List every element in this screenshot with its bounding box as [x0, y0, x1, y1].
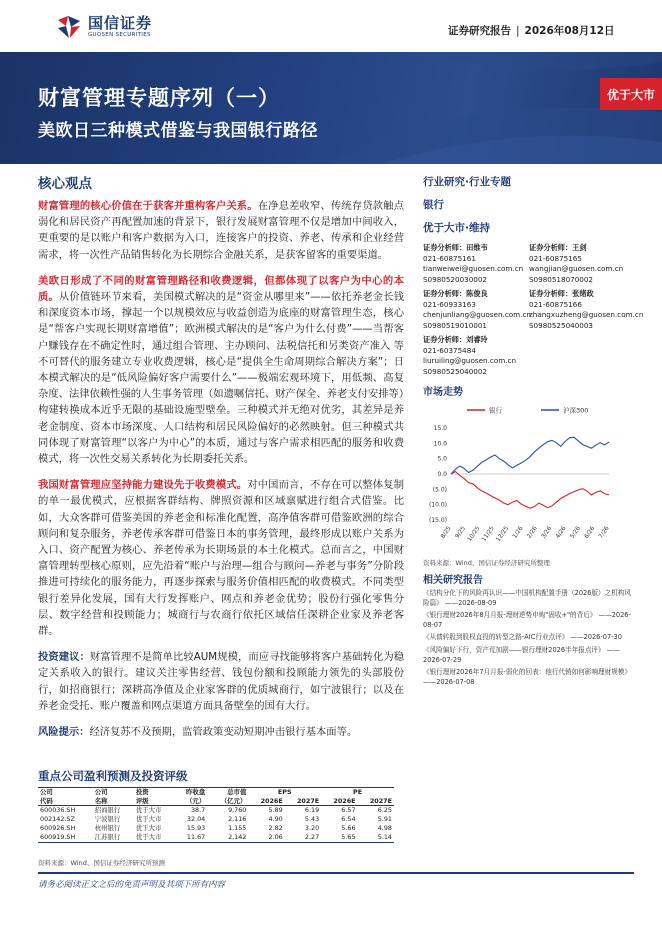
table-header-cell: 2027E	[285, 797, 321, 806]
table-cell: 5.66	[341, 824, 356, 832]
analyst-email[interactable]: chenjunliang@guosen.com.cn	[423, 310, 531, 319]
paragraph-3-body: 对中国而言，不存在可以整体复制的单一最优模式，应根据客群结构、牌照资源和区域禀赋进行组合式借鉴。比如，大众客群可借鉴美国的养老金和标准化配置，高净值客群可借鉴欧洲的综合顾问和复杂服务，养老传承客群可借鉴日本的事务管理，最终形成以账户关系为入口、资产配置为核心、养老传承为长期场景的本土化模式。总而言之，中国财富管理转型核心原则，应先沿着“账户与治理—组合与顾问—养老与事务”分阶段推进可持续化的服务能力，再逐步探索与服务价值相匹配的收费模式。不同类型银行差异化发展，国有大行发挥账户、网点和养老金优势；股份行强化零售分层、数字经营和投顾能力；城商行与农商行依托区域信任深耕企业家及养老客群。	[38, 479, 405, 638]
related-report-item[interactable]: 《风险偏好下行，资产荒加剧——银行理财2026半年报点评》 ——2026-07-29	[423, 645, 620, 664]
paragraph-1-body: 在净息差收窄、传统存贷款触点弱化和居民资产再配置加速的背景下，银行发展财富管理不仅是增加中间收入，更重要的是以账户和客户数据为入口，连接客户的投资、养老、传承和企业经营需求，将一次性产品销售转化为长期综合金融关系，是获客留客的重要渠道。	[38, 200, 405, 261]
footer-divider	[38, 872, 634, 874]
y-tick-label: 5.0	[437, 455, 447, 463]
forecast-table-title: 重点公司盈利预测及投资评级	[38, 769, 188, 783]
analyst-name: 张绪政	[572, 289, 594, 298]
report-subtitle: 美欧日三种模式借鉴与我国银行路径	[38, 121, 318, 141]
table-cell: 600926.SH	[40, 824, 76, 832]
x-tick-label: 3/26	[540, 525, 554, 540]
table-header-cell: 投资	[134, 788, 175, 797]
analyst-role: 证券分析师：	[423, 335, 467, 344]
sidebar	[423, 172, 644, 687]
investment-advice-body: 财富管理不是简单比较AUM规模，而应寻找能够将客户基础转化为稳定关系收入的银行。建议关注零售经营、钱包份额和投顾能力领先的头部股份行，如招商银行；深耕高净值及企业家客群的优质城商行，如宁波银行；以及在养老金受托、账户覆盖和网点渠道方面具备壁垒的国有大行。	[38, 651, 405, 712]
table-header-cell: 评级	[134, 797, 175, 806]
series-line	[451, 472, 609, 509]
x-tick-label: 12/25	[495, 525, 511, 543]
analyst-name: 陈俊良	[466, 289, 488, 298]
report-type-line	[448, 23, 615, 38]
table-cell: 9,760	[228, 806, 247, 814]
related-research-list	[423, 589, 633, 687]
analyst-cert: S0980518070002	[529, 274, 594, 284]
table-cell: 杭州银行	[94, 824, 121, 832]
table-header-cell: 代码	[38, 797, 93, 806]
paragraph-2-lead: 美欧日形成了不同的财富管理路径和收费逻辑，但都体现了以客户为中心的本质。	[38, 274, 404, 304]
analyst-card	[423, 243, 527, 285]
y-tick-label: (10.0)	[428, 501, 447, 509]
market-chart-svg	[423, 402, 633, 552]
table-cell: 2,116	[228, 815, 247, 823]
paragraph-1-lead: 财富管理的核心价值在于获客并重构客户关系。	[38, 200, 258, 212]
core-view-heading: 核心观点	[38, 176, 92, 192]
table-header-cell: 总市值	[207, 788, 248, 797]
x-tick-label: 4/26	[555, 525, 568, 540]
x-tick-label: 7/26	[598, 525, 611, 540]
core-view-section	[38, 172, 404, 750]
table-cell: 优于大市	[135, 824, 162, 832]
analyst-email[interactable]: wangjian@guosen.com.cn	[529, 264, 624, 273]
y-tick-label: (5.0)	[432, 486, 447, 494]
table-header-cell: 昨收盘	[175, 788, 207, 797]
logo-en-text: GUOSEN SECURITIES	[88, 32, 151, 38]
related-report-item[interactable]: 《银行理财2026年7月月报-弱化的回表：他行代销如何影响理财规模》 ——2026-07-08	[423, 668, 631, 686]
related-report-item[interactable]: 《银行理财2026年8月月报-理财逆势申购"固收+"的背后》 ——2026-08-07	[423, 611, 631, 629]
analyst-card	[423, 335, 633, 377]
y-tick-label: 15.0	[433, 425, 447, 432]
table-cell: 6.57	[341, 806, 356, 814]
x-tick-label: 8/25	[440, 525, 453, 540]
table-cell: 5.43	[304, 815, 320, 823]
table-cell: 江苏银行	[93, 833, 134, 843]
legend-label: 沪深300	[563, 406, 589, 415]
table-cell: 5.91	[377, 815, 392, 823]
market-chart	[423, 402, 633, 556]
table-header-cell: （元）	[175, 797, 207, 806]
table-cell: 38.7	[190, 806, 206, 814]
table-cell: 6.19	[304, 806, 320, 814]
analyst-role: 证券分析师：	[529, 243, 573, 252]
market-trend-title: 市场走势	[423, 387, 463, 398]
report-date: 2026年08月12日	[524, 25, 615, 37]
logo-cn-text: 国信证券	[88, 14, 153, 32]
table-row	[38, 824, 394, 833]
x-tick-label: 5/26	[569, 525, 582, 540]
table-cell: 5.65	[321, 833, 357, 843]
analyst-name: 田维韦	[466, 243, 488, 252]
table-header-cell: （亿元）	[207, 797, 248, 806]
core-view-paragraph-3	[38, 477, 404, 639]
analyst-cert: S0980525040003	[529, 320, 594, 330]
page-header	[0, 0, 662, 52]
analyst-card	[529, 243, 633, 285]
related-report-item[interactable]: 《结构分化下的风险再认识——中国机构配置手册（2026版）之机构风险篇》 ——2026-08-09	[423, 589, 631, 607]
table-cell: 002142.SZ	[40, 815, 75, 823]
investment-advice-paragraph	[38, 649, 404, 714]
table-cell: 优于大市	[135, 806, 162, 814]
table-cell: 5.14	[358, 833, 394, 843]
table-header-cell: 公司	[38, 788, 93, 797]
x-tick-label: 9/25	[454, 525, 468, 540]
analyst-card	[529, 289, 644, 331]
risk-warning-body: 经济复苏不及预期，监管政策变动短期冲击银行基本面等。	[89, 726, 358, 739]
x-tick-label: 1/26	[512, 525, 525, 540]
x-tick-label: 11/25	[481, 525, 496, 543]
table-cell: 2.82	[268, 824, 283, 832]
related-research-title: 相关研究报告	[423, 575, 483, 586]
table-header-cell: EPS	[248, 788, 321, 797]
analyst-phone: 021-60375484	[423, 345, 476, 355]
table-cell: 2.06	[248, 833, 284, 843]
y-tick-label: 10.0	[433, 440, 447, 448]
x-tick-label: 10/25	[466, 525, 482, 543]
table-cell: 优于大市	[134, 833, 175, 843]
analyst-role: 证券分析师：	[423, 243, 467, 252]
table-cell: 32.04	[186, 815, 206, 823]
table-cell: 2.27	[285, 833, 321, 843]
analyst-list	[423, 243, 644, 377]
analyst-email[interactable]: zhangxuzheng@guosen.com.cn	[529, 310, 644, 319]
analyst-phone: 021-60933163	[423, 299, 476, 309]
table-row	[38, 815, 394, 824]
company-logo	[56, 14, 152, 40]
report-title: 财富管理专题序列（一）	[38, 86, 280, 110]
analyst-email[interactable]: tianweiwei@guosen.com.cn	[423, 264, 524, 273]
report-type-label: 证券研究报告	[448, 25, 511, 37]
table-row	[38, 806, 394, 816]
table-cell: 招商银行	[94, 806, 121, 814]
table-cell: 600036.SH	[40, 806, 76, 814]
chart-source: 资料来源：Wind、国信证券经济研究所整理	[423, 559, 550, 567]
table-header-cell: 名称	[93, 797, 134, 806]
paragraph-2-body: 从价值链环节来看，美国模式解决的是“资金从哪里来”——依托养老金长钱和深度资本市场，撑起一个以规模效应与收益创造为底座的财富管理生态，核心是“帮客户实现长期财富增值”；欧洲模式解决的是“客户为什么付费”——当帮客户赚钱存在不确定性时，通过组合管理、主办顾问、法税信托和另类资产准入 等不可替代的服务建立专业收费逻辑，核心是“提供全生命周期综合解决方案”；日本模式解决的是“低风险偏好客户需要什么”——极端宏观环境下，用低频、高复杂度、法律依赖性强的人生事务管理（如遗嘱信托、财产保全、养老支付安排等）构建转换成本近乎无限的基础设施型壁垒。三种模式并无绝对优劣，其差异是养老金制度、资本市场深度、人口结构和居民风险偏好的必然映射。但三种模式共同体现了财富管理“以客户为中心”的本质，通过与客户需求相匹配的服务和收费模式，将一次性交易关系转化为长期委托关系。	[38, 291, 405, 466]
analyst-phone: 021-60875166	[529, 299, 582, 309]
table-header-cell: PE	[321, 788, 394, 797]
analyst-name: 刘睿玲	[466, 335, 488, 344]
table-cell: 6.54	[341, 815, 356, 823]
header-separator: |	[516, 25, 520, 37]
logo-mark-icon	[56, 14, 82, 40]
investment-advice-lead: 投资建议：	[38, 651, 90, 664]
series-line	[451, 437, 609, 474]
analyst-cert: S0980520030002	[423, 274, 488, 284]
table-cell: 15.93	[186, 824, 206, 832]
table-cell: 5.89	[268, 806, 283, 814]
table-cell: 4.90	[268, 815, 283, 823]
sector-label: 银行	[423, 199, 444, 211]
analyst-role: 证券分析师：	[529, 289, 573, 298]
x-tick-label: 6/26	[583, 525, 597, 540]
table-cell: 1,155	[228, 824, 247, 832]
paragraph-3-lead: 我国财富管理应坚持能力建设先于收费模式。	[38, 479, 248, 492]
rating-tag: 优于大市	[600, 78, 662, 110]
table-header-cell: 公司	[93, 788, 134, 797]
table-source: 资料来源：Wind、国信证券经济研究所预测	[38, 859, 165, 867]
forecast-table	[38, 787, 394, 843]
analyst-role: 证券分析师：	[423, 289, 467, 298]
core-view-paragraph-1	[38, 198, 404, 263]
table-header-cell: 2026E	[248, 797, 284, 806]
title-banner	[0, 52, 662, 164]
analyst-name: 王剑	[572, 243, 587, 252]
rating-line: 优于大市·维持	[423, 222, 490, 234]
analyst-cert: S0980525040002	[423, 366, 488, 376]
table-cell: 3.20	[304, 824, 320, 832]
table-cell: 6.25	[377, 806, 392, 814]
footer-disclaimer[interactable]: 请务必阅读正文之后的免责声明及其项下所有内容	[38, 880, 226, 890]
related-report-item[interactable]: 《从债转股到股权直投的转型之路-AIC行业点评》 ——2026-07-30	[423, 633, 622, 642]
analyst-phone: 021-60875161	[423, 253, 476, 263]
table-row	[38, 833, 394, 843]
table-cell: 600919.SH	[38, 833, 93, 843]
analyst-email[interactable]: liuruiling@guosen.com.cn	[423, 356, 517, 365]
table-cell: 4.98	[377, 824, 392, 832]
table-header-row	[38, 788, 394, 797]
table-cell: 宁波银行	[94, 815, 121, 823]
legend-label: 银行	[489, 406, 502, 415]
core-view-paragraph-2	[38, 273, 404, 467]
analyst-phone: 021-60875165	[529, 253, 582, 263]
table-header-cell: 2027E	[358, 797, 394, 806]
industry-label: 行业研究·行业专题	[423, 176, 511, 188]
table-header-row	[38, 797, 394, 806]
table-cell: 11.67	[175, 833, 207, 843]
table-cell: 优于大市	[135, 815, 162, 823]
analyst-cert: S0980519010001	[423, 320, 488, 330]
risk-warning-lead: 风险提示：	[38, 726, 90, 739]
y-tick-label: (15.0)	[428, 517, 447, 524]
table-cell: 2,142	[207, 833, 248, 843]
table-header-cell: 2026E	[321, 797, 357, 806]
y-tick-label: 0.0	[437, 471, 447, 478]
risk-warning-paragraph	[38, 724, 404, 740]
analyst-card	[423, 289, 531, 331]
x-tick-label: 2/26	[526, 525, 539, 540]
